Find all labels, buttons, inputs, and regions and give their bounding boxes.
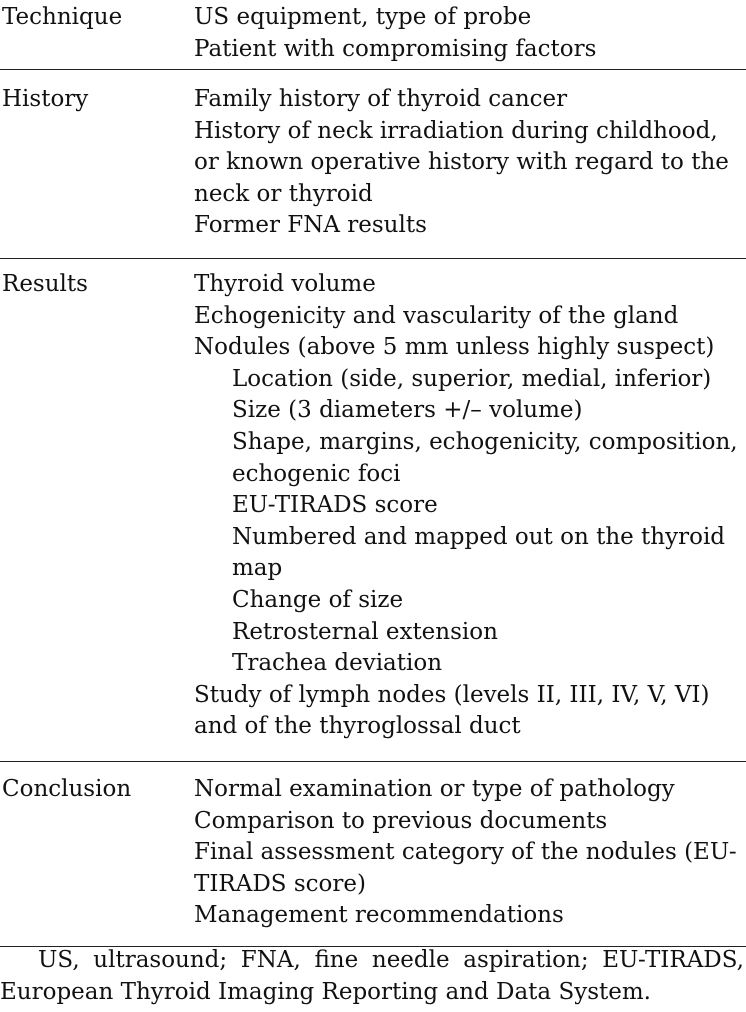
section-items (194, 774, 746, 946)
list-item: Management recommendations (194, 902, 564, 929)
list-item: US equipment, type of probe (194, 4, 532, 30)
list-item: Size (3 diameters +/– volume) (232, 397, 583, 424)
list-item: Patient with compromising factors (194, 35, 597, 62)
list-item: Location (side, superior, medial, inferior) (232, 365, 712, 392)
footnote-line: European Thyroid Imaging Reporting and Data System. (0, 979, 651, 1005)
section-items (194, 269, 746, 761)
list-item: Normal examination or type of pathology (194, 776, 675, 802)
list-item: Thyroid volume (194, 271, 376, 297)
section-items (194, 84, 746, 258)
section-label: Technique (2, 4, 123, 30)
list-item: Final assessment category of the nodules (EU-TIRADS score) (194, 839, 737, 897)
list-item: Family history of thyroid cancer (194, 86, 568, 112)
section-items (194, 2, 746, 69)
list-item: History of neck irradiation during childhood, or known operative history with regard to the neck or thyroid (194, 117, 729, 207)
list-item: Nodules (above 5 mm unless highly suspect) (194, 334, 715, 361)
list-item: EU-TIRADS score (232, 492, 438, 519)
list-item: Study of lymph nodes (levels II, III, IV, V, VI) and of the thyroglossal duct (194, 681, 710, 740)
section-history (0, 82, 746, 259)
section-results (0, 267, 746, 762)
list-item: Numbered and mapped out on the thyroid map (232, 523, 726, 582)
list-item: Retrosternal extension (232, 618, 498, 645)
section-technique (0, 0, 746, 70)
table-footnote (0, 944, 744, 1008)
list-item: Trachea deviation (232, 650, 443, 677)
section-label: History (2, 86, 89, 112)
list-item: Former FNA results (194, 212, 427, 239)
list-item: Echogenicity and vascularity of the gland (194, 302, 679, 329)
list-item: Change of size (232, 586, 404, 613)
section-label: Results (2, 271, 88, 297)
section-conclusion (0, 772, 746, 947)
list-item: Shape, margins, echogenicity, composition, echogenic foci (232, 428, 738, 487)
list-item: Comparison to previous documents (194, 807, 608, 834)
footnote-line: US, ultrasound; FNA, fine needle aspiration; EU-TIRADS, (38, 947, 744, 973)
section-label: Conclusion (2, 776, 132, 802)
